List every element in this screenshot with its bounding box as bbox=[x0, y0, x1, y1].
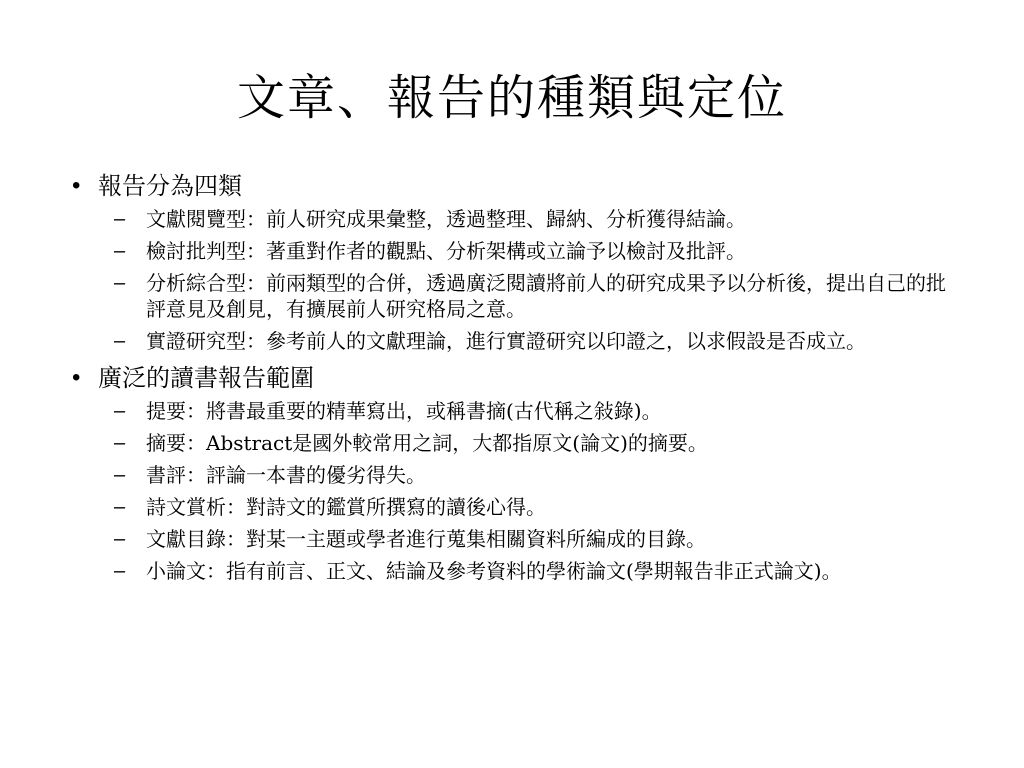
sub-item bbox=[72, 558, 952, 584]
sub-item-text: 實證研究型：參考前人的文獻理論，進行實證研究以印證之，以求假設是否成立。 bbox=[146, 329, 866, 353]
sub-item bbox=[72, 270, 952, 322]
sub-item bbox=[72, 328, 952, 354]
sub-item bbox=[72, 462, 952, 488]
sub-item bbox=[72, 398, 952, 424]
sub-item bbox=[72, 494, 952, 520]
sub-item-text: 文獻閱覽型：前人研究成果彙整，透過整理、歸納、分析獲得結論。 bbox=[146, 207, 746, 231]
bullet-item bbox=[72, 360, 952, 396]
dash-icon: – bbox=[114, 400, 126, 422]
dash-icon: – bbox=[114, 208, 126, 230]
section-report-types bbox=[72, 168, 952, 354]
slide-title: 文章、報告的種類與定位 bbox=[236, 70, 787, 126]
sub-item-text: 提要：將書最重要的精華寫出，或稱書摘(古代稱之敍錄)。 bbox=[146, 399, 662, 423]
bullet-heading: 廣泛的讀書報告範圍 bbox=[98, 364, 314, 392]
dash-icon: – bbox=[114, 240, 126, 262]
sub-item bbox=[72, 206, 952, 232]
bullet-dot-icon: • bbox=[72, 364, 81, 391]
dash-icon: – bbox=[114, 496, 126, 518]
bullet-heading: 報告分為四類 bbox=[98, 172, 242, 200]
sub-item-text: 分析綜合型：前兩類型的合併，透過廣泛閱讀將前人的研究成果予以分析後，提出自己的批評意見及創見，有擴展前人研究格局之意。 bbox=[146, 271, 946, 321]
bullet-dot-icon: • bbox=[72, 172, 81, 199]
section-reading-report-scope bbox=[72, 360, 952, 584]
sub-item-text: 書評：評論一本書的優劣得失。 bbox=[146, 463, 426, 487]
dash-icon: – bbox=[114, 528, 126, 550]
dash-icon: – bbox=[114, 432, 126, 454]
sub-list bbox=[72, 398, 952, 584]
slide-content bbox=[72, 168, 952, 590]
dash-icon: – bbox=[114, 330, 126, 352]
bullet-item bbox=[72, 168, 952, 204]
sub-item-text: 詩文賞析：對詩文的鑑賞所撰寫的讀後心得。 bbox=[146, 495, 546, 519]
sub-item bbox=[72, 238, 952, 264]
sub-item bbox=[72, 430, 952, 456]
sub-item-text: 檢討批判型：著重對作者的觀點、分析架構或立論予以檢討及批評。 bbox=[146, 239, 746, 263]
sub-list bbox=[72, 206, 952, 354]
sub-item-text: 摘要：Abstract是國外較常用之詞，大都指原文(論文)的摘要。 bbox=[146, 431, 708, 455]
dash-icon: – bbox=[114, 272, 126, 294]
dash-icon: – bbox=[114, 464, 126, 486]
sub-item bbox=[72, 526, 952, 552]
dash-icon: – bbox=[114, 560, 126, 582]
sub-item-text: 文獻目錄：對某一主題或學者進行蒐集相關資料所編成的目錄。 bbox=[146, 527, 706, 551]
sub-item-text: 小論文：指有前言、正文、結論及參考資料的學術論文(學期報告非正式論文)。 bbox=[146, 559, 842, 583]
